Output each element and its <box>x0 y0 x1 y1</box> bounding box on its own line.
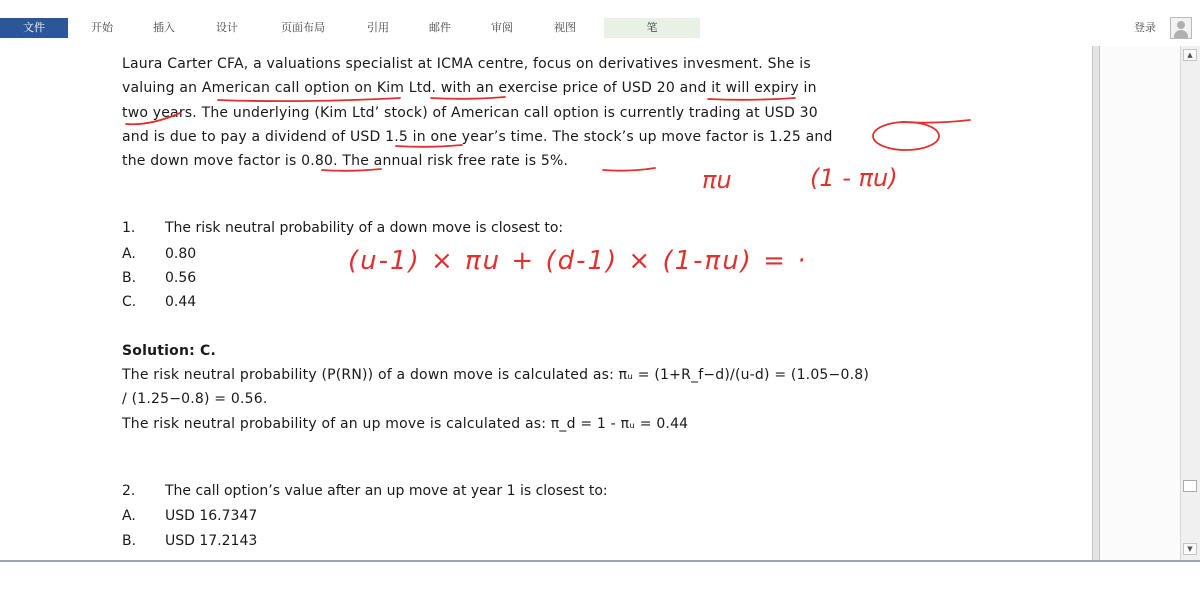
tab-home[interactable]: 开始 <box>91 21 113 34</box>
sign-in-link[interactable]: 登录 <box>1134 21 1156 34</box>
document-page <box>0 46 1092 560</box>
underline-stroke <box>218 98 400 101</box>
handwritten-note: πu <box>702 166 732 194</box>
option-letter: B. <box>122 270 137 286</box>
tab-review[interactable]: 审阅 <box>491 21 513 34</box>
question-1-number: 1. <box>122 220 136 236</box>
option-letter: A. <box>122 508 136 524</box>
status-area <box>0 562 1200 600</box>
question-1-text: The risk neutral probability of a down move is closest to: <box>165 220 564 236</box>
paragraph-line: two years. The underlying (Kim Ltd’ stock) of American call option is currently trading at USD 30 <box>122 105 818 121</box>
scroll-down-icon[interactable]: ▼ <box>1183 543 1197 555</box>
underline-stroke <box>603 168 655 171</box>
vertical-scrollbar[interactable] <box>1180 46 1200 560</box>
tab-insert[interactable]: 插入 <box>153 21 175 34</box>
option-value: 0.44 <box>165 294 197 310</box>
question-2-text: The call option’s value after an up move at year 1 is closest to: <box>165 483 608 499</box>
option-value: 0.56 <box>165 270 197 286</box>
underline-stroke <box>902 120 970 123</box>
tab-pen[interactable]: 笔 <box>604 18 700 38</box>
option-letter: B. <box>122 533 137 549</box>
solution-line: The risk neutral probability of an up move is calculated as: π_d = 1 - πᵤ = 0.44 <box>122 416 689 432</box>
tab-design[interactable]: 设计 <box>216 21 238 34</box>
underline-stroke <box>431 97 505 99</box>
tab-file[interactable]: 文件 <box>0 18 68 38</box>
option-letter: A. <box>122 246 136 262</box>
tab-page-layout[interactable]: 页面布局 <box>281 21 325 34</box>
scroll-thumb[interactable] <box>1183 480 1197 492</box>
paragraph-line: valuing an American call option on Kim Ltd. with an exercise price of USD 20 and it will expiry in <box>122 80 817 96</box>
solution-line: / (1.25−0.8) = 0.56. <box>122 391 268 407</box>
avatar-icon[interactable] <box>1170 17 1192 39</box>
scroll-up-icon[interactable]: ▲ <box>1183 49 1197 61</box>
handwritten-note: (1 - πu) <box>810 164 898 192</box>
paragraph-line: the down move factor is 0.80. The annual risk free rate is 5%. <box>122 153 569 169</box>
option-value: USD 17.2143 <box>165 533 258 549</box>
tab-references[interactable]: 引用 <box>367 21 389 34</box>
ribbon-tab-bar <box>0 0 1200 46</box>
handwritten-formula: (u-1) × πu + (d-1) × (1-πu) = · <box>348 246 808 276</box>
circle-stroke <box>873 122 939 150</box>
document-margin <box>1100 46 1180 560</box>
question-2-number: 2. <box>122 483 136 499</box>
option-letter: C. <box>122 294 137 310</box>
option-value: 0.80 <box>165 246 197 262</box>
tab-view[interactable]: 视图 <box>554 21 576 34</box>
underline-stroke <box>708 98 795 100</box>
paragraph-line: Laura Carter CFA, a valuations specialist at ICMA centre, focus on derivatives invesment. She is <box>122 56 811 72</box>
paragraph-line: and is due to pay a dividend of USD 1.5 in one year’s time. The stock’s up move factor is 1.25 and <box>122 129 833 145</box>
tab-mailings[interactable]: 邮件 <box>429 21 451 34</box>
option-value: USD 16.7347 <box>165 508 258 524</box>
solution-heading: Solution: C. <box>122 343 217 359</box>
solution-line: The risk neutral probability (P(RN)) of a down move is calculated as: πᵤ = (1+R_f−d)/(u-d) = (1.05−0.8) <box>122 367 870 383</box>
page-divider <box>1092 46 1100 560</box>
